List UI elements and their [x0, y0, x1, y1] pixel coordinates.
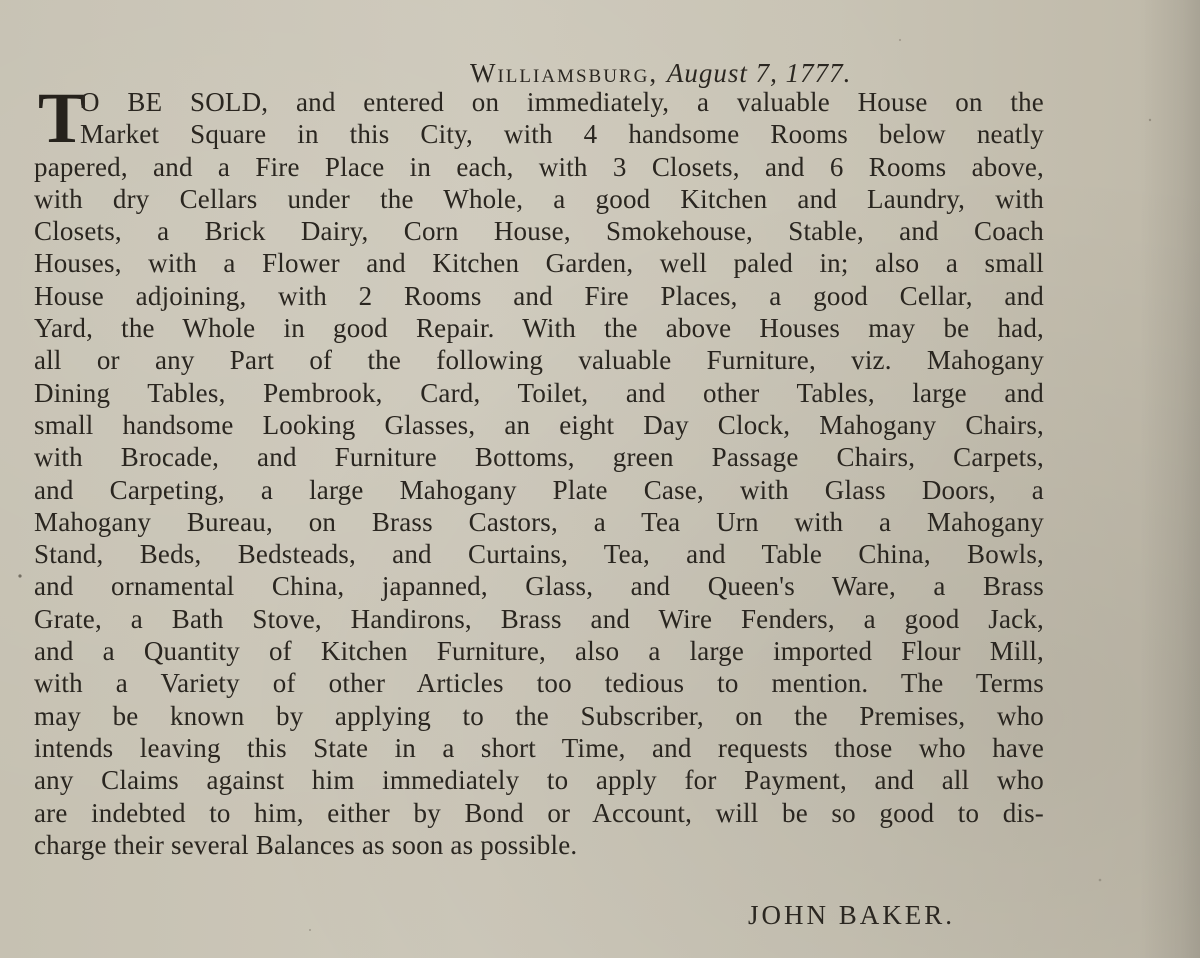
text-line: Market Square in this City, with 4 handsome Rooms below neatly — [80, 119, 1044, 150]
text-line: House adjoining, with 2 Rooms and Fire Places, a good Cellar, and — [34, 280, 1044, 311]
text-line: Stand, Beds, Bedsteads, and Curtains, Tea, and Table China, Bowls, — [34, 539, 1044, 570]
text-line: with a Variety of other Articles too tedious to mention. The Terms — [34, 668, 1044, 699]
text-line: Houses, with a Flower and Kitchen Garden, well paled in; also a small — [34, 248, 1044, 279]
text-line: and ornamental China, japanned, Glass, and Queen's Ware, a Brass — [34, 571, 1044, 602]
text-line: Mahogany Bureau, on Brass Castors, a Tea Urn with a Mahogany — [34, 506, 1044, 537]
signature: JOHN BAKER. — [748, 900, 956, 930]
text-line: Closets, a Brick Dairy, Corn House, Smokehouse, Stable, and Coach — [34, 216, 1044, 247]
text-line: any Claims against him immediately to apply for Payment, and all who — [34, 765, 1044, 796]
text-line: and Carpeting, a large Mahogany Plate Case, with Glass Doors, a — [34, 474, 1044, 505]
dateline — [470, 58, 851, 89]
text-line: O BE SOLD, and entered on immediately, a valuable House on the — [80, 87, 1044, 117]
text-line: all or any Part of the following valuable Furniture, viz. Mahogany — [34, 345, 1044, 376]
dateline-date: August 7, 1777. — [666, 58, 852, 88]
text-line: and a Quantity of Kitchen Furniture, also a large imported Flour Mill, — [34, 636, 1044, 667]
text-line: Grate, a Bath Stove, Handirons, Brass and Wire Fenders, a good Jack, — [34, 603, 1044, 634]
text-line: charge their several Balances as soon as possible. — [34, 829, 578, 860]
dateline-place: Williamsburg, — [470, 58, 659, 88]
text-line: with dry Cellars under the Whole, a good Kitchen and Laundry, with — [34, 183, 1044, 214]
text-line: are indebted to him, either by Bond or Account, will be so good to dis- — [34, 797, 1044, 828]
text-line: Dining Tables, Pembrook, Card, Toilet, and other Tables, large and — [34, 377, 1044, 408]
drop-cap: T — [38, 78, 87, 158]
text-line: intends leaving this State in a short Time, and requests those who have — [34, 732, 1044, 763]
text-line: small handsome Looking Glasses, an eight Day Clock, Mahogany Chairs, — [34, 409, 1044, 440]
page-edge-shadow — [1140, 0, 1200, 958]
text-line: may be known by applying to the Subscriber, on the Premises, who — [34, 700, 1044, 731]
text-line: with Brocade, and Furniture Bottoms, green Passage Chairs, Carpets, — [34, 442, 1044, 473]
advertisement-body — [34, 78, 1044, 861]
text-line: papered, and a Fire Place in each, with 3 Closets, and 6 Rooms above, — [34, 151, 1044, 182]
text-line: Yard, the Whole in good Repair. With the above Houses may be had, — [34, 313, 1044, 344]
